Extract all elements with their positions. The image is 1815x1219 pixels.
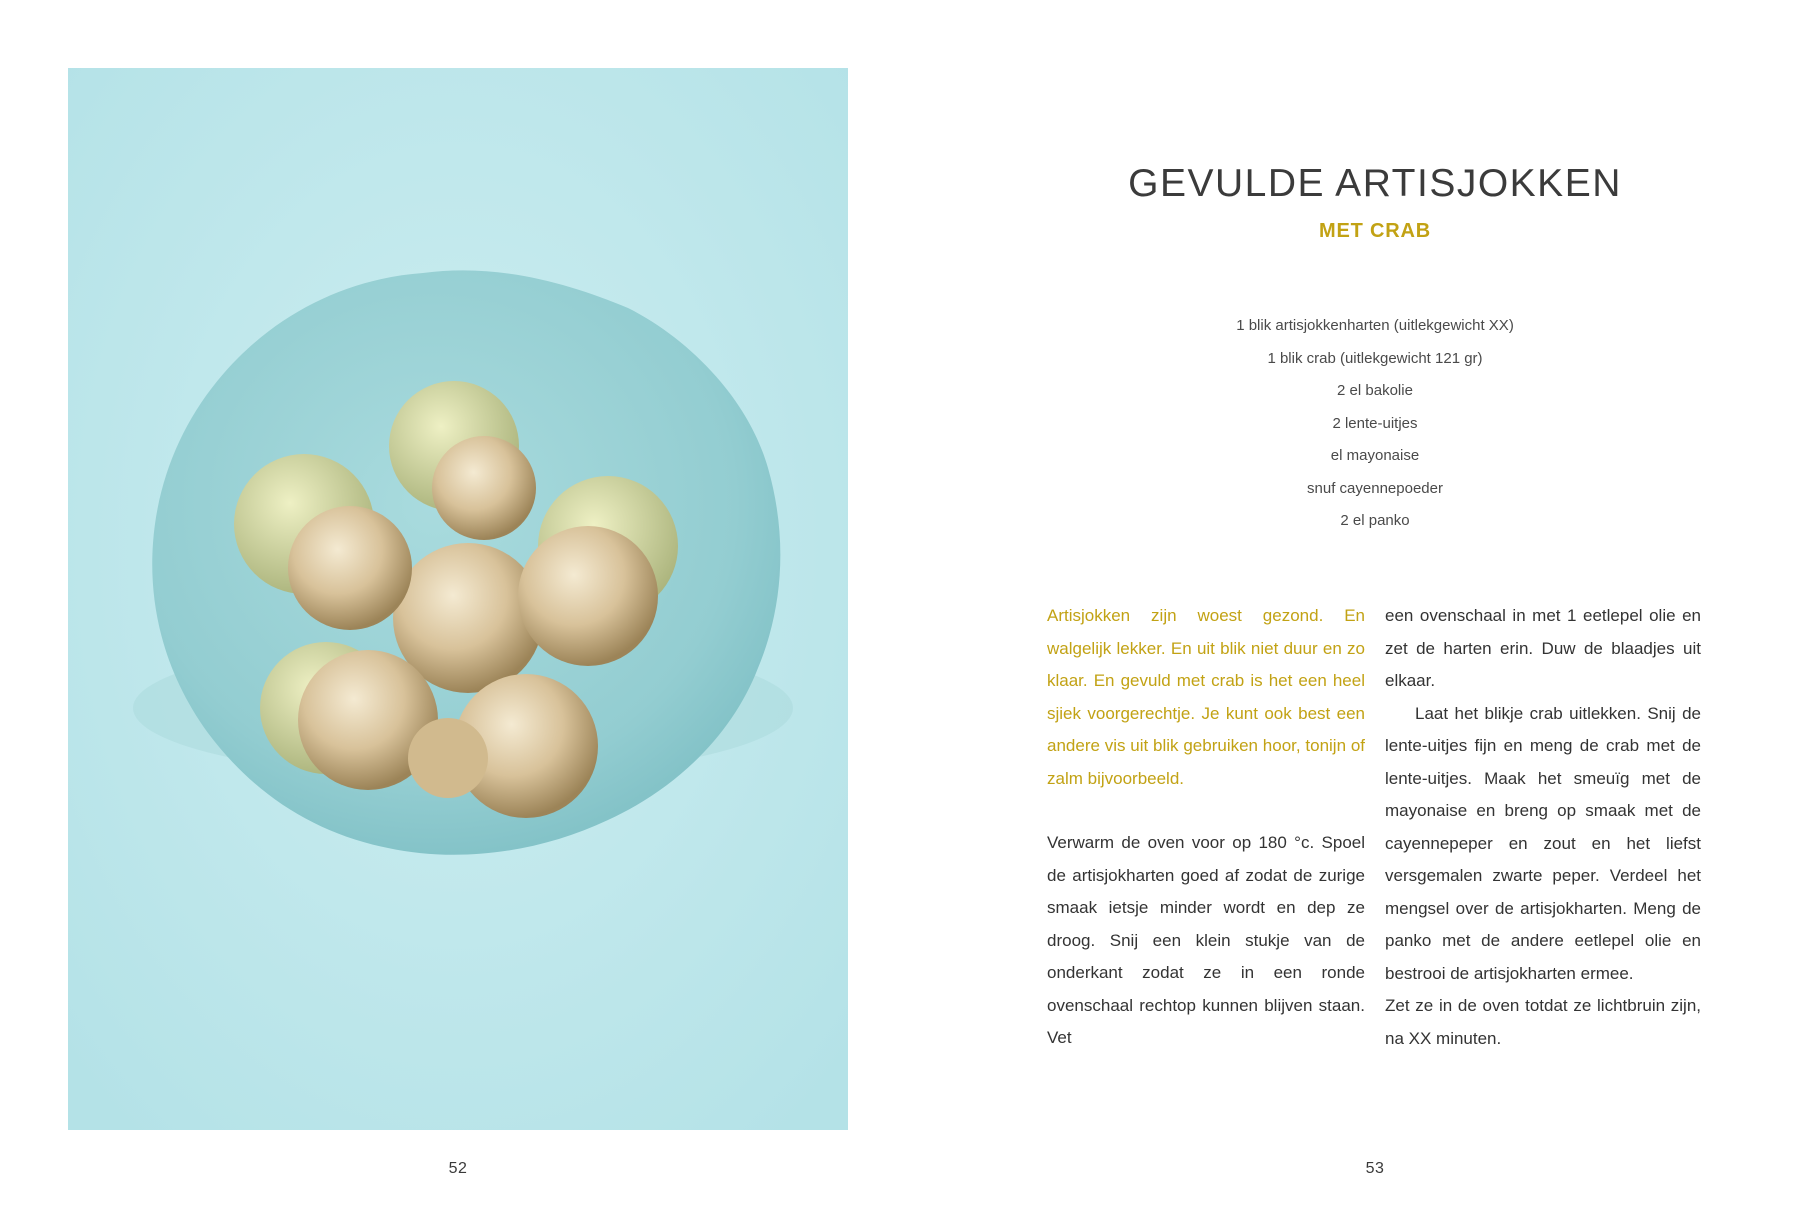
ingredient-item: 1 blik crab (uitlekgewicht 121 gr): [1267, 349, 1483, 367]
ingredient-list: [1115, 310, 1635, 538]
intro-paragraph: Artisjokken zijn woest gezond. En walgelijk lekker. En uit blik niet duur en zo klaar. En gevuld met crab is het een heel sjiek voorgerechtje. Je kunt ook best een andere vis uit blik gebruiken hoor, tonijn of zalm bijvoorbeeld.: [1047, 606, 1365, 788]
ingredient-item: 1 blik artisjokkenharten (uitlekgewicht XX): [1236, 317, 1514, 334]
method-paragraph: Verwarm de oven voor op 180 °c. Spoel de artisjokharten goed af zodat de zurige smaak ietsje minder wordt en dep ze droog. Snij een klein stukje van de onderkant zodat ze in een ronde ovenschaal rechtop kunnen blijven staan. Vet: [1047, 833, 1365, 1047]
food-photo: [68, 68, 848, 1130]
recipe-subtitle: MET CRAB: [1319, 220, 1431, 242]
page-number-right: 53: [1365, 1160, 1385, 1177]
ingredient-item: 2 el bakolie: [1337, 382, 1413, 399]
method-paragraph: Zet ze in de oven totdat ze lichtbruin zijn, na XX minuten.: [1385, 996, 1701, 1048]
ingredient-item: el mayonaise: [1330, 447, 1420, 464]
ingredient-item: 2 lente-uitjes: [1332, 414, 1418, 432]
recipe-title: GEVULDE ARTISJOKKEN: [1128, 162, 1622, 205]
stuffed-artichokes-image: [68, 68, 848, 1130]
text-column-left: [1047, 600, 1365, 1055]
ingredient-item: snuf cayennepoeder: [1307, 479, 1443, 497]
method-paragraph: Laat het blikje crab uitlekken. Snij de lente-uitjes fijn en meng de crab met de lente-uitjes. Maak het smeuïg met de mayonaise en breng op smaak met de cayennepeper en zout en het liefst versgemalen zwarte peper. Verdeel het mengsel over de artisjokharten. Meng de panko met de andere eetlepel olie en bestrooi de artisjokharten ermee.: [1385, 703, 1701, 983]
ingredient-item: 2 el panko: [1340, 512, 1410, 529]
page-number-left: 52: [448, 1160, 468, 1177]
text-column-right: [1385, 600, 1701, 1055]
method-paragraph: een ovenschaal in met 1 eetlepel olie en zet de harten erin. Duw de blaadjes uit elkaar.: [1385, 606, 1701, 690]
